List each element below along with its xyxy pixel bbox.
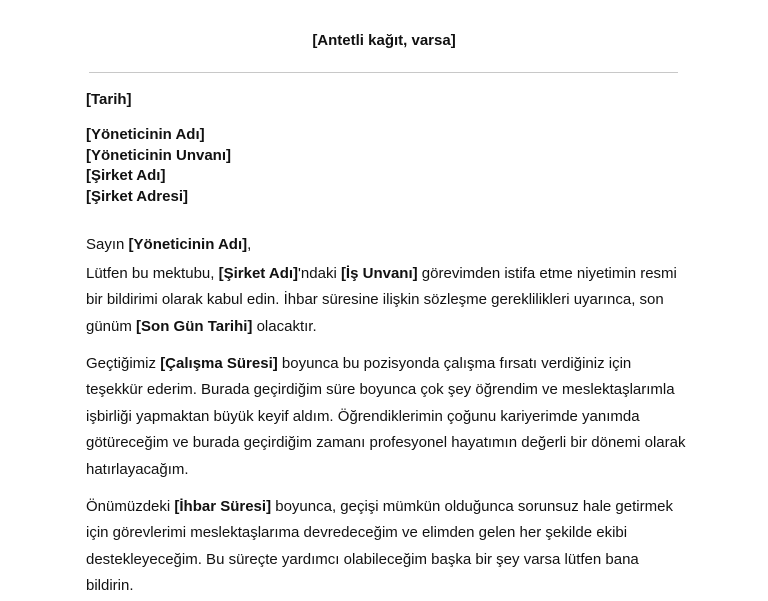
p3-text-2: boyunca, geçişi mümkün olduğunca sorunsuz hale getirmek için görevlerimi meslektaşlarıma devredeceğim ve elimden gelen her şekilde ekibi destekleyeceğim. Bu süreçte yardımcı olabileceğim başka bir şey varsa lütfen bana bildirin. (86, 498, 673, 595)
p1-company: [Şirket Adı] (218, 265, 299, 282)
recipient-address-block (86, 125, 231, 207)
paragraph-gratitude (86, 351, 686, 483)
salutation-suffix: , (247, 236, 252, 253)
paragraph-resignation-notice (86, 261, 686, 340)
company-address: [Şirket Adresi] (86, 187, 188, 205)
p2-text-1: Geçtiğimiz (86, 355, 161, 372)
salutation (86, 232, 686, 258)
divider (89, 72, 678, 73)
p1-last-day: [Son Gün Tarihi] (136, 317, 253, 335)
p1-text-2: 'ndaki (298, 265, 341, 282)
p1-text-3: görevimden istifa etme niyetimin resmi bir bildirimi olarak kabul edin. İhbar süresine ilişkin sözleşme gereklilikleri uyarınca, son günüm (86, 265, 677, 335)
p3-notice-period: [İhbar Süresi] (174, 498, 272, 515)
date: [Tarih] (86, 91, 132, 108)
p3-text-1: Önümüzdeki (86, 498, 175, 515)
paragraph-transition (86, 494, 686, 600)
company-name: [Şirket Adı] (86, 167, 166, 184)
salutation-prefix: Sayın (86, 236, 129, 253)
p1-job-title: [İş Unvanı] (340, 265, 418, 282)
p2-duration: [Çalışma Süresi] (160, 355, 278, 372)
manager-name: [Yöneticinin Adı] (86, 126, 205, 143)
letterhead: [Antetli kağıt, varsa] (312, 32, 456, 49)
manager-title: [Yöneticinin Unvanı] (86, 146, 232, 164)
p2-text-2: boyunca bu pozisyonda çalışma fırsatı verdiğiniz için teşekkür ederim. Burada geçirdiğim süre boyunca çok şey öğrendim ve meslektaşlarımla işbirliği yapmaktan büyük keyif aldım. Öğrendiklerimin çoğunu kariyerimde yanımda götüreceğim ve burada geçirdiğim zamanı profesyonel hayatımın değerli bir dönemi olarak hatırlayacağım. (86, 355, 686, 478)
salutation-name: [Yöneticinin Adı] (128, 236, 248, 253)
p1-text-4: olacaktır. (252, 317, 317, 335)
p1-text-1: Lütfen bu mektubu, (86, 265, 219, 282)
